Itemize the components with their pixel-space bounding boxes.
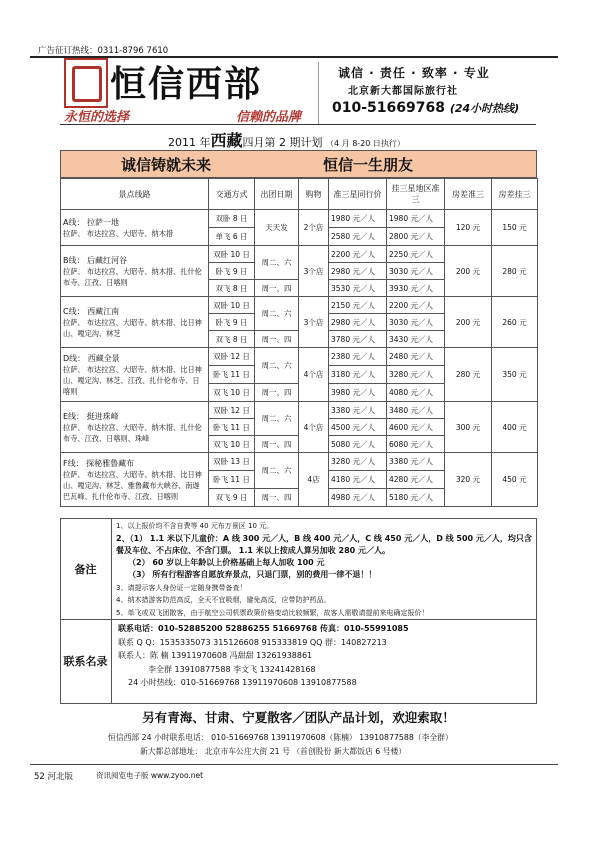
transport-cell: 双飞 8 日 [209, 280, 255, 297]
room-diff-cell: 350 元 [492, 348, 538, 402]
price-cell: 6080 元／人 [387, 436, 445, 453]
transport-cell: 双卧 13 日 [209, 453, 255, 471]
bottom-banner: 另有青海、甘肃、宁夏散客／团队产品计划，欢迎索取！ [142, 710, 455, 725]
contact-line: 联系 Q Q：1535335073 315126608 915333819 QQ 群：140827213 [118, 637, 387, 647]
price-cell: 2200 元／人 [387, 297, 445, 314]
hotline-phone: 010-51669768 (24小时热线) [332, 100, 520, 116]
room-diff-cell: 450 元 [492, 453, 538, 507]
route-title: F线： 探秘雅鲁藏布 [63, 458, 135, 468]
price-cell: 3480 元／人 [387, 402, 445, 419]
header-divider [318, 62, 319, 124]
price-cell: 2980 元／人 [329, 314, 387, 331]
route-cell [61, 453, 209, 507]
date-cell: 周一、四 [255, 384, 299, 402]
route-desc: 拉萨、 布达拉宫、大昭寺、纳木措、比日神山、嘎定沟、林芝、雅鲁藏布大峡谷、南迦巴瓦峰、扎什伦布寺、江孜、日喀则 [63, 469, 202, 501]
route-desc: 拉萨、 布达拉宫、大昭寺、纳木措、比日神山、嘎定沟、林芝、江孜、扎什伦布寺、日喀则 [63, 364, 202, 396]
transport-cell: 卧飞 11 日 [209, 366, 255, 384]
contact-label: 联系名录 [60, 620, 112, 704]
route-cell [61, 246, 209, 297]
note-line: 2、（1） 1.1 米以下儿童价：A 线 300 元／人，B 线 400 元／人，C 线 450 元／人，D 线 500 元／人，均只含餐及车位、不占床位、不含门票。 1.1 米以上按成人算另加收 280 元／人。 [116, 533, 532, 555]
transport-cell: 卧飞 9 日 [209, 314, 255, 331]
price-cell: 4600 元／人 [387, 419, 445, 436]
shop-cell: 3个店 [299, 246, 329, 297]
note-line: （2） 60 岁以上年龄以上价格基础上每人加收 100 元 [128, 557, 325, 567]
note-line: 1、以上报价均不含自费等 40 元布万景区 10 元。 [116, 522, 274, 530]
note-line: 4、纳木措游客防范高反，全天不宜吸烟，避免高反，应带防护药品。 [116, 596, 331, 604]
table-body [61, 210, 538, 507]
date-cell: 周二、六 [255, 348, 299, 384]
date-cell: 周一、四 [255, 331, 299, 348]
bottom-rule [30, 764, 558, 765]
price-cell: 1980 元／人 [387, 210, 445, 228]
date-cell: 天天发 [255, 210, 299, 246]
price-cell: 3030 元／人 [387, 263, 445, 280]
transport-cell: 双卧 12 日 [209, 348, 255, 366]
price-cell: 2380 元／人 [329, 348, 387, 366]
logo-icon [64, 58, 108, 108]
contact-line: 24 小时热线：010-51669768 13911970608 13910877588 [128, 678, 357, 687]
table-row [61, 210, 538, 228]
transport-cell: 双飞 8 日 [209, 331, 255, 348]
contact-line: 联系人：陈 楠 13911970608 冯甜甜 13261938861 [118, 651, 313, 660]
room-diff-cell: 320 元 [445, 453, 492, 507]
ad-hotline: 广告征订热线：0311-8796 7610 [38, 46, 169, 56]
price-cell: 2800 元／人 [387, 228, 445, 246]
price-cell: 2150 元／人 [329, 297, 387, 314]
transport-cell: 双飞 10 日 [209, 436, 255, 453]
route-cell [61, 210, 209, 246]
table-row [61, 348, 538, 366]
price-cell: 2580 元／人 [329, 228, 387, 246]
table-row [61, 453, 538, 471]
date-cell: 周二、六 [255, 297, 299, 331]
price-cell: 5080 元／人 [329, 436, 387, 453]
route-title: C线： 西藏江南 [63, 306, 120, 316]
motto-right: 恒信一生朋友 [323, 156, 414, 174]
slogan-left: 永恒的选择 [64, 110, 130, 125]
header-route: 景点线路 [61, 179, 209, 210]
price-cell: 2200 元／人 [329, 246, 387, 263]
price-cell: 1980 元／人 [329, 210, 387, 228]
shop-cell: 4个店 [299, 402, 329, 453]
header-transport: 交通方式 [209, 179, 255, 210]
agency-name: 北京新大都国际旅行社 [348, 86, 458, 97]
table-header [61, 179, 538, 210]
site-link: 资讯阅览电子版 www.zyoo.net [96, 771, 204, 780]
route-cell [61, 297, 209, 348]
price-cell: 4280 元／人 [387, 471, 445, 489]
table-row [61, 297, 538, 314]
transport-cell: 单飞 6 日 [209, 228, 255, 246]
motto-bar [60, 150, 537, 178]
price-cell: 4500 元／人 [329, 419, 387, 436]
price-cell: 2980 元／人 [329, 263, 387, 280]
footer-address: 新大都总部地址： 北京市车公庄大街 21 号 （首创股份 新大都饭店 6 号楼） [140, 747, 407, 756]
date-cell: 周一、四 [255, 489, 299, 507]
price-cell: 4180 元／人 [329, 471, 387, 489]
header-diff1: 房差准三 [445, 179, 492, 210]
shop-cell: 4个店 [299, 348, 329, 402]
room-diff-cell: 260 元 [492, 297, 538, 348]
slogan-right: 信赖的品牌 [236, 110, 302, 125]
price-cell: 2250 元／人 [387, 246, 445, 263]
tagline: 诚信 · 责任 · 致率 · 专业 [338, 66, 490, 80]
route-desc: 拉萨、 布达拉宫、大昭寺、纳木措 [63, 228, 174, 238]
transport-cell: 双卧 10 日 [209, 297, 255, 314]
shop-cell: 2个店 [299, 210, 329, 246]
contact-list [118, 622, 534, 690]
price-cell: 3380 元／人 [329, 402, 387, 419]
header-rule [60, 124, 536, 125]
note-line: （3） 所有行程游客自愿放弃景点，只退门票，别的费用一律不退！！ [128, 570, 377, 579]
route-desc: 拉萨、 布达拉宫、大昭寺、纳木措、比日神山、嘎定沟、林芝 [63, 317, 202, 338]
price-cell: 2480 元／人 [387, 348, 445, 366]
room-diff-cell: 300 元 [445, 402, 492, 453]
price-table [60, 178, 538, 507]
price-cell: 3430 元／人 [387, 331, 445, 348]
shop-cell: 3个店 [299, 297, 329, 348]
room-diff-cell: 280 元 [492, 246, 538, 297]
header-shop: 购物 [299, 179, 329, 210]
footer-contact: 恒信西部 24 小时联系电话： 010-51669768 13911970608（陈楠） 13910877588（李全群） [108, 733, 453, 742]
transport-cell: 卧飞 9 日 [209, 263, 255, 280]
header-price4: 挂三星地区准三 [387, 179, 445, 210]
room-diff-cell: 120 元 [445, 210, 492, 246]
transport-cell: 双卧 8 日 [209, 210, 255, 228]
transport-cell: 卧飞 11 日 [209, 471, 255, 489]
notes-label: 备注 [60, 518, 112, 620]
room-diff-cell: 200 元 [445, 297, 492, 348]
plan-title: 2011 年西藏四月第 2 期计划 （4 月 8-20 日执行） [168, 131, 405, 150]
price-cell: 3380 元／人 [387, 453, 445, 471]
price-cell: 5180 元／人 [387, 489, 445, 507]
price-cell: 4080 元／人 [387, 384, 445, 402]
shop-cell: 4店 [299, 453, 329, 507]
price-cell: 3930 元／人 [387, 280, 445, 297]
room-diff-cell: 200 元 [445, 246, 492, 297]
header-diff2: 房差挂三 [492, 179, 538, 210]
transport-cell: 双飞 9 日 [209, 489, 255, 507]
route-cell [61, 402, 209, 453]
note-line: 5、单飞或双飞团散客，由于航空公司机票政策价格变动比较频繁，故客人需敬请提前来电确定报价！ [116, 608, 429, 617]
page-number: 52 河北版 [34, 772, 74, 782]
price-cell: 3530 元／人 [329, 280, 387, 297]
table-row [61, 246, 538, 263]
note-line: 3、请提示客人身份证一定随身携带备查！ [116, 583, 247, 592]
route-title: A线： 拉萨一地 [63, 217, 120, 227]
date-cell: 周一、四 [255, 280, 299, 297]
transport-cell: 双卧 12 日 [209, 402, 255, 419]
date-cell: 周一、四 [255, 436, 299, 453]
price-cell: 3780 元／人 [329, 331, 387, 348]
price-cell: 3030 元／人 [387, 314, 445, 331]
price-cell: 3980 元／人 [329, 384, 387, 402]
room-diff-cell: 150 元 [492, 210, 538, 246]
brand-name: 恒信西部 [110, 63, 263, 105]
price-cell: 3180 元／人 [329, 366, 387, 384]
route-desc: 拉萨、 布达拉宫、大昭寺、纳木措、扎什伦布寺、江孜、日喀则、珠峰 [63, 422, 202, 443]
contact-line: 联系电话：010-52885200 52886255 51669768 传真：010-55991085 [118, 624, 409, 633]
price-cell: 3280 元／人 [329, 453, 387, 471]
route-title: D线： 西藏全景 [63, 353, 120, 363]
table-row [61, 402, 538, 419]
contact-line: 李全群 13910877588 李文飞 13241428168 [148, 664, 316, 674]
date-cell: 周二、六 [255, 402, 299, 436]
transport-cell: 卧飞 11 日 [209, 419, 255, 436]
date-cell: 周二、六 [255, 453, 299, 489]
transport-cell: 双飞 10 日 [209, 384, 255, 402]
price-cell: 4980 元／人 [329, 489, 387, 507]
route-title: B线： 后藏红河谷 [63, 255, 128, 265]
date-cell: 周二、六 [255, 246, 299, 280]
notes-list [116, 520, 534, 619]
motto-left: 诚信铸就未来 [121, 156, 212, 174]
transport-cell: 双卧 10 日 [209, 246, 255, 263]
room-diff-cell: 400 元 [492, 402, 538, 453]
room-diff-cell: 280 元 [445, 348, 492, 402]
price-cell: 3280 元／人 [387, 366, 445, 384]
route-desc: 拉萨、 布达拉宫、大昭寺、纳木措、扎什伦布寺、江孜、日喀则 [63, 266, 202, 287]
header-date: 出团日期 [255, 179, 299, 210]
route-cell [61, 348, 209, 402]
route-title: E线： 挺进珠峰 [63, 411, 119, 421]
header-price3: 准三星同行价 [329, 179, 387, 210]
